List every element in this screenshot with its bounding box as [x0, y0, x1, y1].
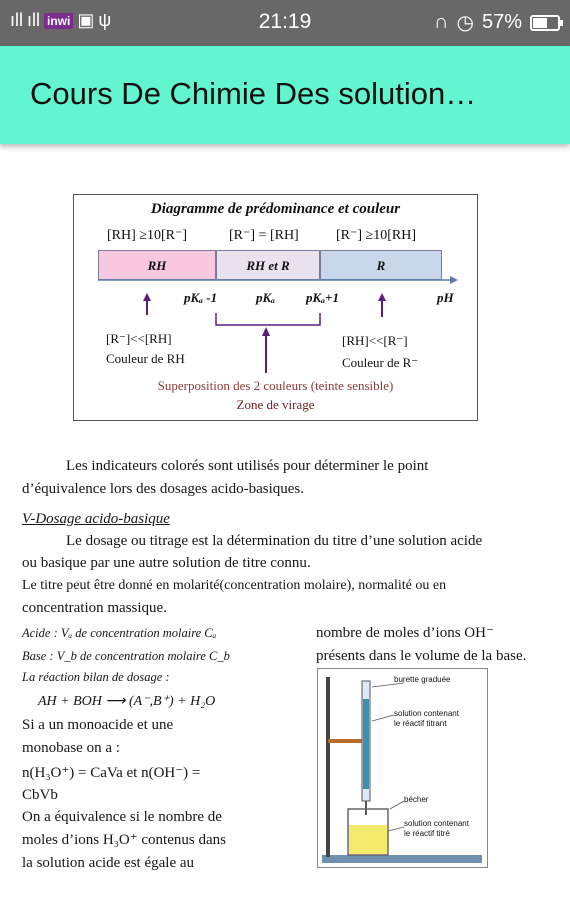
network-operator-badge: inwi: [44, 13, 73, 29]
predominance-diagram: [73, 194, 478, 421]
ph-label: pH: [437, 290, 454, 305]
becher-liquid: [349, 825, 387, 854]
stand-base: [322, 855, 482, 863]
battery-percent: 57%: [481, 11, 522, 33]
battery-icon: [530, 15, 560, 31]
diagram-title: Diagramme de prédominance et couleur: [150, 201, 401, 217]
sim1-signal-icon: ıll: [10, 10, 23, 30]
titration-apparatus-figure: [317, 668, 488, 868]
ph-axis-arrowhead: [450, 276, 458, 284]
usb-icon: ψ: [98, 10, 112, 30]
status-clock: 21:19: [258, 10, 312, 33]
pka-label: pKₐ: [256, 290, 276, 305]
titre-label-2: le réactif titré: [404, 829, 450, 838]
reaction-label: La réaction bilan de dosage :: [22, 670, 170, 684]
becher-pointer: [390, 801, 404, 809]
left-ratio-note: [R⁻]<<[RH]: [106, 331, 172, 346]
moles-equation-line-1: n(H₃O⁺) = CaVa et n(OH⁻) =: [22, 765, 201, 781]
status-right-icons: [434, 10, 560, 35]
right-color-note: Couleur de R⁻: [342, 355, 419, 370]
zone-arrowhead: [262, 327, 270, 336]
condition-base: [R⁻] ≥10[RH]: [336, 228, 417, 243]
equivalence-line-1: On a équivalence si le nombre de: [22, 809, 222, 825]
stand-rod: [326, 677, 330, 857]
right-column-line-2: présents dans le volume de la base.: [316, 648, 527, 664]
pka-minus-1-label: pKₐ -1: [184, 290, 218, 305]
base-line: Base : V_b de concentration molaire C_b: [22, 649, 230, 663]
image-notification-icon: ▣: [77, 10, 95, 30]
titre-line-2: concentration massique.: [22, 600, 167, 616]
left-color-note: Couleur de RH: [106, 351, 185, 366]
monoacide-line: Si a un monoacide et une: [22, 717, 174, 733]
intro-line-1: Les indicateurs colorés sont utilisés pour déterminer le point: [66, 458, 429, 474]
headset-icon: ∩: [434, 11, 449, 33]
band-rh: RH: [98, 250, 216, 280]
left-arrowhead: [143, 293, 151, 301]
right-column-line-1: nombre de moles d’ions OH⁻: [316, 625, 494, 641]
solution-label-2: le réactif titrant: [394, 719, 447, 728]
titre-line-1: Le titre peut être donné en molarité(concentration molaire), normalité ou en: [22, 578, 447, 593]
right-arrowhead: [378, 293, 386, 301]
dosage-line-2: ou basique par une autre solution de titre connu.: [22, 555, 311, 571]
burette-label: burette graduée: [394, 675, 451, 684]
moles-equation-line-2: CbVb: [22, 787, 58, 803]
zone-superposition-text: Superposition des 2 couleurs (teinte sensible): [157, 378, 394, 393]
zone-virage-text: Zone de virage: [236, 397, 315, 412]
pka-plus-1-label: pKₐ+1: [306, 290, 339, 305]
becher-label: bécher: [404, 795, 429, 804]
zone-bracket: [216, 313, 320, 325]
titration-apparatus-drawing: [318, 669, 487, 867]
section-heading: V-Dosage acido-basique: [22, 511, 170, 527]
band-rh-et-r: RH et R: [216, 250, 320, 280]
app-bar: [0, 46, 570, 144]
band-r: R: [320, 250, 442, 280]
condition-acid: [RH] ≥10[R⁻]: [107, 228, 188, 243]
equivalence-line-2: moles d’ions H₃O⁺ contenus dans: [22, 832, 226, 848]
status-bar: [0, 0, 570, 46]
right-ratio-note: [RH]<<[R⁻]: [342, 333, 408, 348]
titre-label-1: solution contenant: [404, 819, 469, 828]
dosage-line-1: Le dosage ou titrage est la détermination du titre d’une solution acide: [66, 533, 483, 549]
titre-pointer: [388, 827, 404, 831]
burette-titrant: [363, 699, 369, 789]
app-title: Cours De Chimie Des solution…: [30, 76, 477, 111]
battery-fill: [533, 18, 547, 28]
reaction-equation: AH + BOH ⟶ (A⁻,B⁺) + H₂O: [38, 694, 216, 709]
acide-line: Acide : Vₐ de concentration molaire Cₐ: [22, 626, 217, 640]
alarm-icon: ◷: [456, 12, 474, 34]
sim2-signal-icon: ıll: [27, 10, 40, 30]
monobase-line: monobase on a :: [22, 740, 120, 756]
solution-label-1: solution contenant: [394, 709, 459, 718]
intro-line-2: d’équivalence lors des dosages acido-basiques.: [22, 481, 304, 497]
equivalence-line-3: la solution acide est égale au: [22, 855, 195, 871]
condition-equal: [R⁻] = [RH]: [229, 228, 299, 243]
solution-pointer: [372, 715, 394, 721]
